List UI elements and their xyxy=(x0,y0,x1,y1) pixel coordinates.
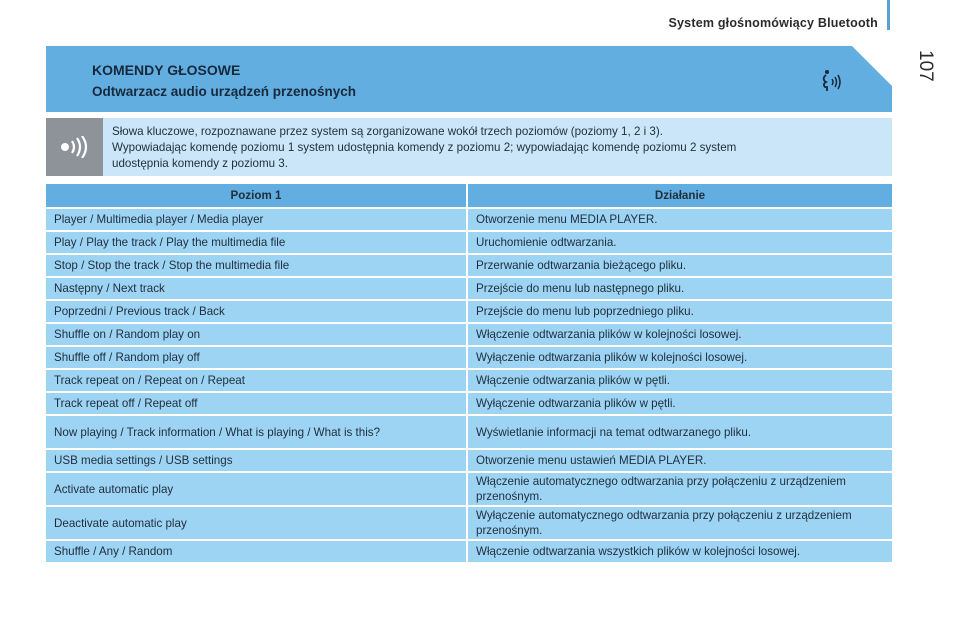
table-row xyxy=(46,393,892,414)
column-header-action: Działanie xyxy=(468,184,892,207)
action-cell: Wyłączenie odtwarzania plików w kolejności losowej. xyxy=(468,347,892,368)
column-header-level: Poziom 1 xyxy=(46,184,466,207)
action-cell: Wyświetlanie informacji na temat odtwarzanego pliku. xyxy=(468,416,892,448)
voice-command-table xyxy=(46,184,892,564)
command-cell: Poprzedni / Previous track / Back xyxy=(46,301,466,322)
intro-line: udostępnia komendy z poziomu 3. xyxy=(112,157,288,170)
table-row xyxy=(46,209,892,230)
table-row xyxy=(46,347,892,368)
action-cell: Wyłączenie odtwarzania plików w pętli. xyxy=(468,393,892,414)
command-cell: Następny / Next track xyxy=(46,278,466,299)
command-cell: Activate automatic play xyxy=(46,473,466,505)
action-cell: Przerwanie odtwarzania bieżącego pliku. xyxy=(468,255,892,276)
table-row xyxy=(46,370,892,391)
command-cell: Shuffle on / Random play on xyxy=(46,324,466,345)
action-cell: Otworzenie menu ustawień MEDIA PLAYER. xyxy=(468,450,892,471)
action-cell: Włączenie odtwarzania wszystkich plików w kolejności losowej. xyxy=(468,541,892,562)
voice-command-icon xyxy=(818,68,846,94)
action-cell: Włączenie odtwarzania plików w kolejności losowej. xyxy=(468,324,892,345)
intro-line: Słowa kluczowe, rozpoznawane przez system są zorganizowane wokół trzech poziomów (poziomy 1, 2 i 3). xyxy=(112,125,663,138)
section-banner xyxy=(46,46,892,112)
table-row xyxy=(46,450,892,471)
section-title: KOMENDY GŁOSOWE xyxy=(92,62,241,78)
action-cell: Uruchomienie odtwarzania. xyxy=(468,232,892,253)
section-subtitle: Odtwarzacz audio urządzeń przenośnych xyxy=(92,84,357,99)
command-cell: Stop / Stop the track / Stop the multimedia file xyxy=(46,255,466,276)
intro-line: Wypowiadając komendę poziomu 1 system udostępnia komendy z poziomu 2; wypowiadając komendę poziomu 2 system xyxy=(112,141,737,154)
command-cell: Deactivate automatic play xyxy=(46,507,466,539)
action-cell: Otworzenie menu MEDIA PLAYER. xyxy=(468,209,892,230)
action-cell: Wyłączenie automatycznego odtwarzania przy połączeniu z urządzeniem przenośnym. xyxy=(468,507,892,539)
action-cell: Włączenie automatycznego odtwarzania przy połączeniu z urządzeniem przenośnym. xyxy=(468,473,892,505)
running-head: System głośnomówiący Bluetooth xyxy=(668,16,878,30)
table-row xyxy=(46,232,892,253)
command-cell: Player / Multimedia player / Media player xyxy=(46,209,466,230)
table-row xyxy=(46,301,892,322)
speaker-waves-icon xyxy=(58,136,92,158)
command-cell: Now playing / Track information / What is playing / What is this? xyxy=(46,416,466,448)
intro-text xyxy=(112,124,882,172)
table-row xyxy=(46,278,892,299)
header-rule xyxy=(887,0,890,30)
page-number: 107 xyxy=(915,50,936,82)
table-row xyxy=(46,324,892,345)
action-cell: Włączenie odtwarzania plików w pętli. xyxy=(468,370,892,391)
command-cell: USB media settings / USB settings xyxy=(46,450,466,471)
table-header-row xyxy=(46,184,892,207)
table-row xyxy=(46,255,892,276)
table-row xyxy=(46,473,892,505)
command-cell: Shuffle / Any / Random xyxy=(46,541,466,562)
command-cell: Shuffle off / Random play off xyxy=(46,347,466,368)
action-cell: Przejście do menu lub następnego pliku. xyxy=(468,278,892,299)
command-cell: Track repeat off / Repeat off xyxy=(46,393,466,414)
action-cell: Przejście do menu lub poprzedniego pliku. xyxy=(468,301,892,322)
command-cell: Play / Play the track / Play the multimedia file xyxy=(46,232,466,253)
table-row xyxy=(46,541,892,562)
command-cell: Track repeat on / Repeat on / Repeat xyxy=(46,370,466,391)
table-row xyxy=(46,507,892,539)
table-row xyxy=(46,416,892,448)
